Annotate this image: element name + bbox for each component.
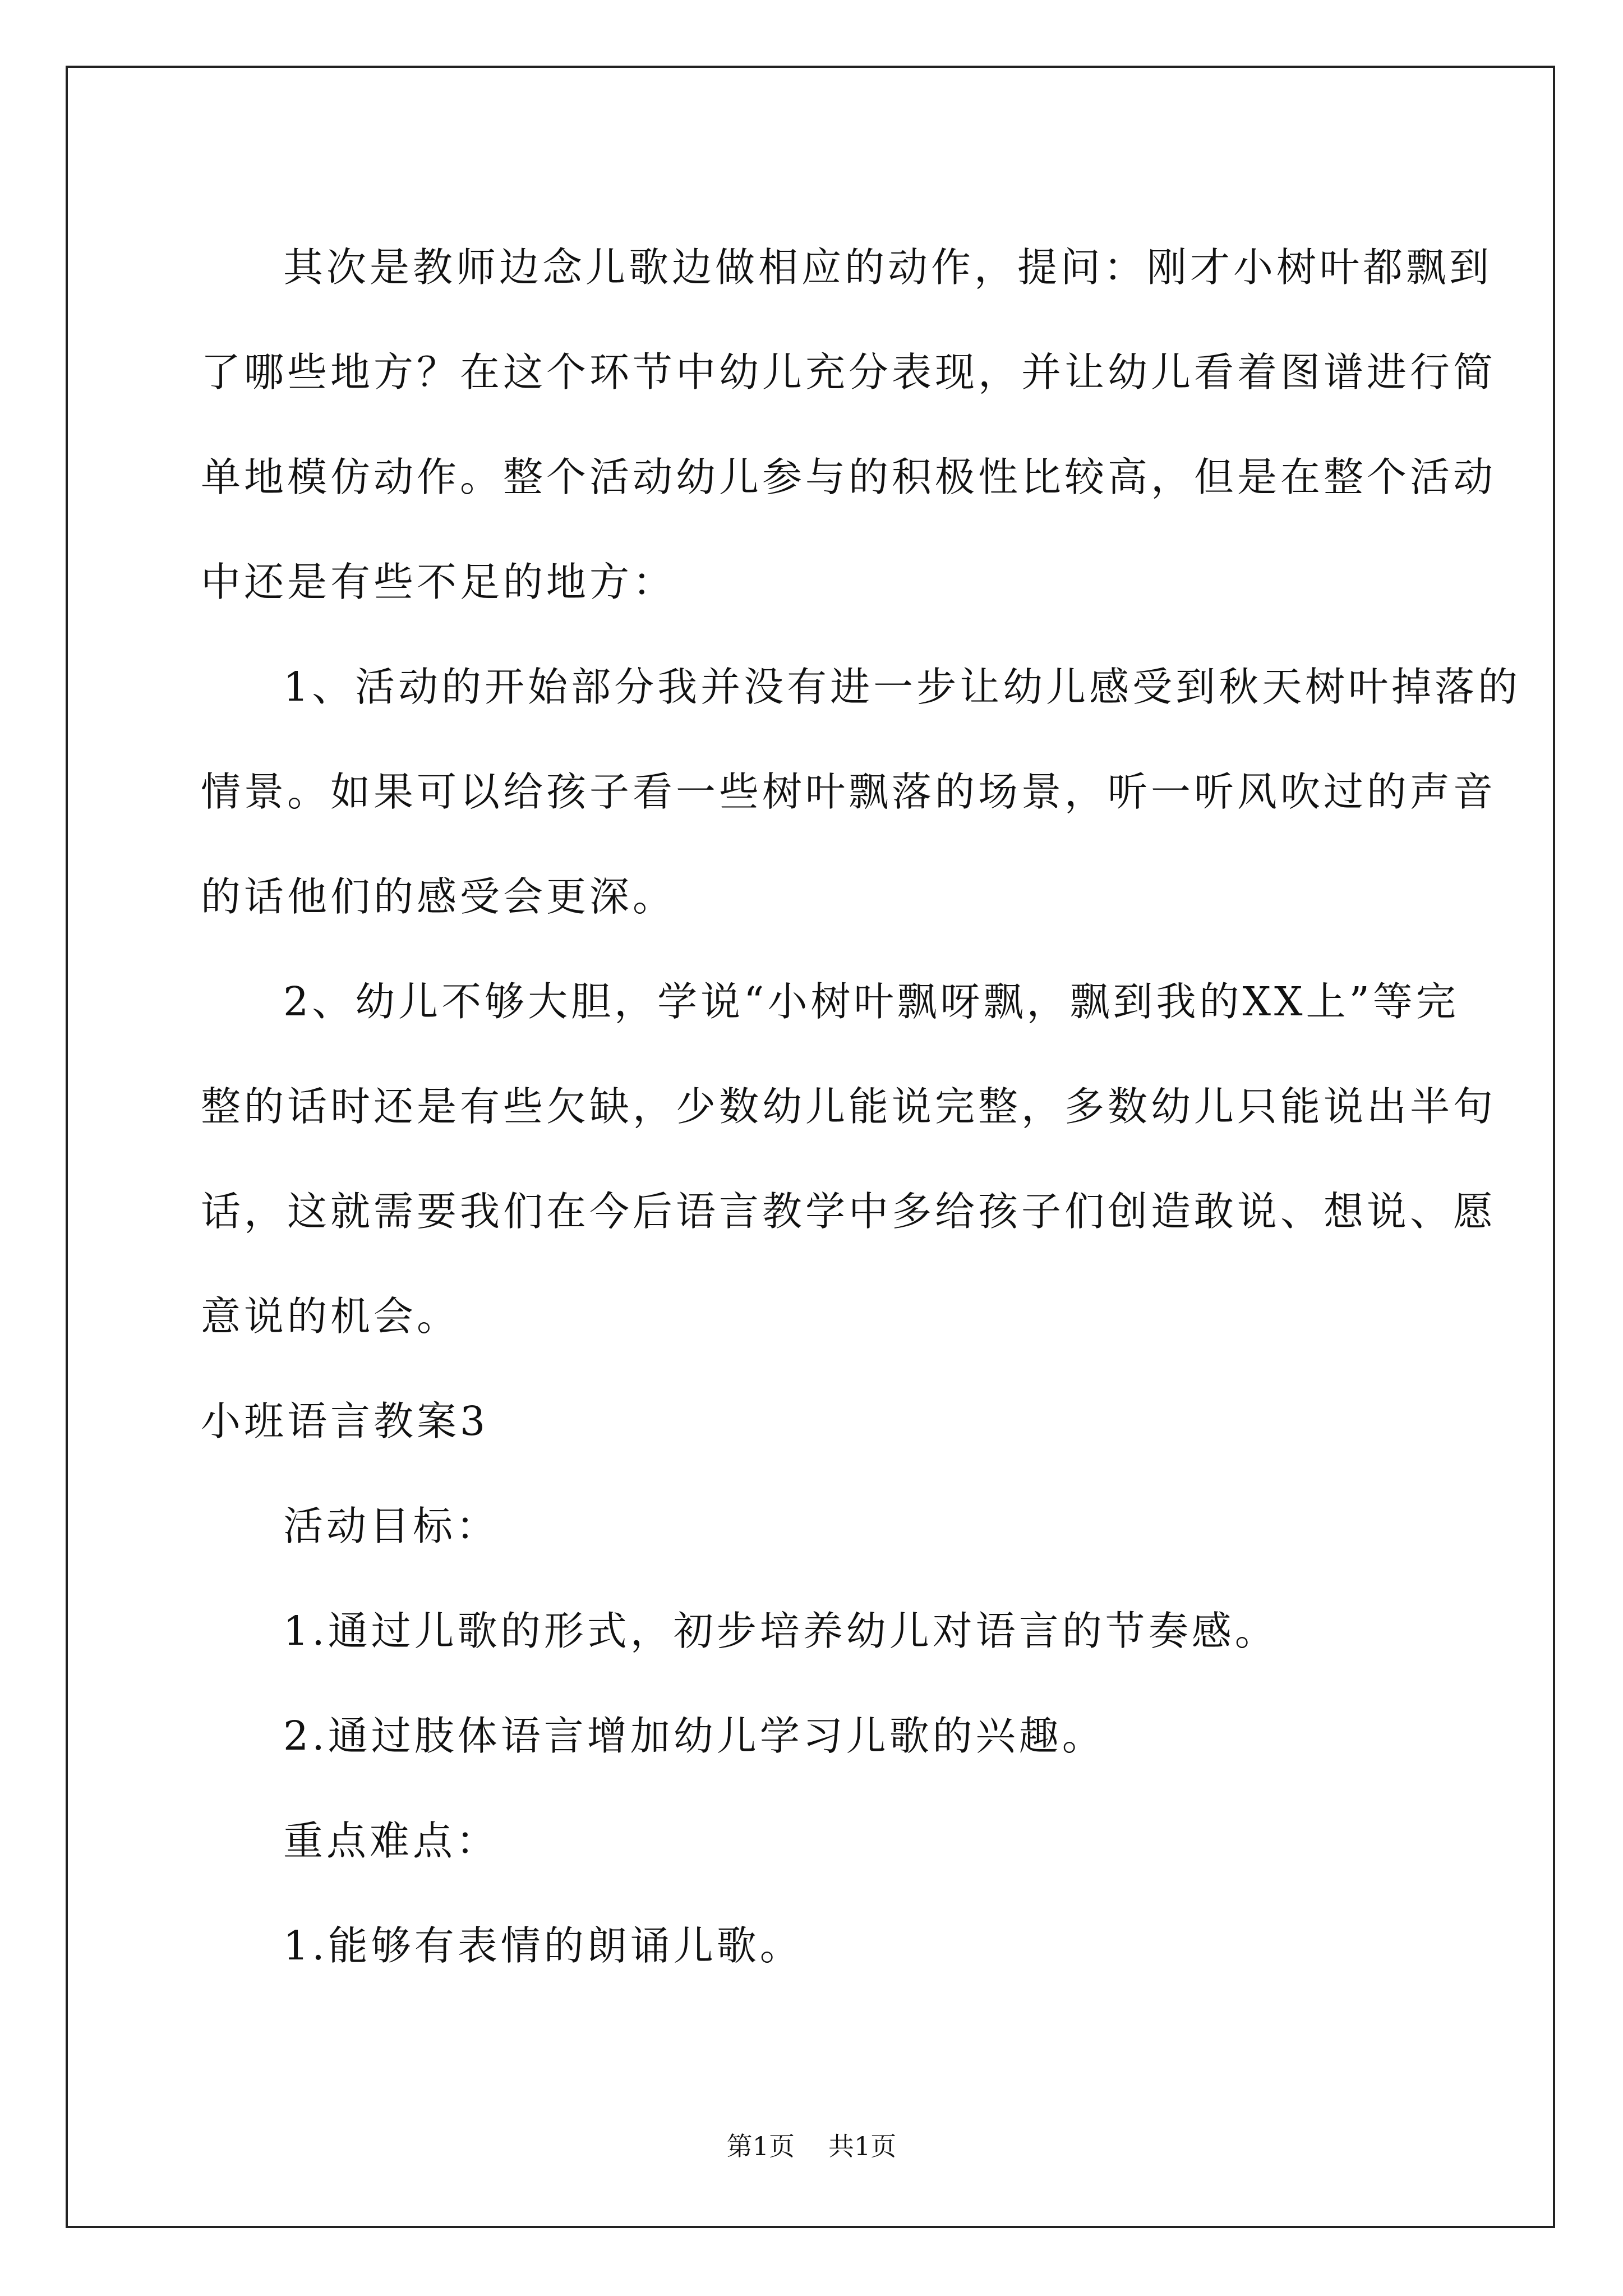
text-line: 活动目标： xyxy=(283,1503,500,1549)
page-number: 第1页 xyxy=(726,2131,795,2161)
document-body xyxy=(201,215,1521,1998)
text-line: 其次是教师边念儿歌边做相应的动作，提问：刚才小树叶都飘到 xyxy=(283,244,1493,291)
text-line: 了哪些地方？在这个环节中幼儿充分表现，并让幼儿看着图谱进行简 xyxy=(201,349,1497,395)
text-line: 意说的机会。 xyxy=(201,1293,460,1340)
text-line: 1.能够有表情的朗诵儿歌。 xyxy=(283,1922,803,1969)
section-heading: 小班语言教案3 xyxy=(201,1398,489,1444)
text-line: 的话他们的感受会更深。 xyxy=(201,873,676,920)
page-footer xyxy=(0,2126,1623,2163)
text-line: 2.通过肢体语言增加幼儿学习儿歌的兴趣。 xyxy=(283,1713,1105,1759)
text-line: 情景。如果可以给孩子看一些树叶飘落的场景，听一听风吹过的声音 xyxy=(201,769,1497,815)
page-total: 共1页 xyxy=(828,2131,897,2161)
text-line: 2、幼儿不够大胆，学说“小树叶飘呀飘，飘到我的XX上”等完 xyxy=(283,978,1459,1025)
text-line: 整的话时还是有些欠缺，少数幼儿能说完整，多数幼儿只能说出半句 xyxy=(201,1083,1497,1130)
text-line: 1、活动的开始部分我并没有进一步让幼儿感受到秋天树叶掉落的 xyxy=(283,664,1521,710)
text-line: 单地模仿动作。整个活动幼儿参与的积极性比较高，但是在整个活动 xyxy=(201,454,1497,500)
text-line: 中还是有些不足的地方： xyxy=(201,559,676,605)
text-line: 话，这就需要我们在今后语言教学中多给孩子们创造敢说、想说、愿 xyxy=(201,1188,1497,1235)
text-line: 重点难点： xyxy=(283,1818,500,1864)
text-line: 1.通过儿歌的形式，初步培养幼儿对语言的节奏感。 xyxy=(283,1608,1278,1654)
